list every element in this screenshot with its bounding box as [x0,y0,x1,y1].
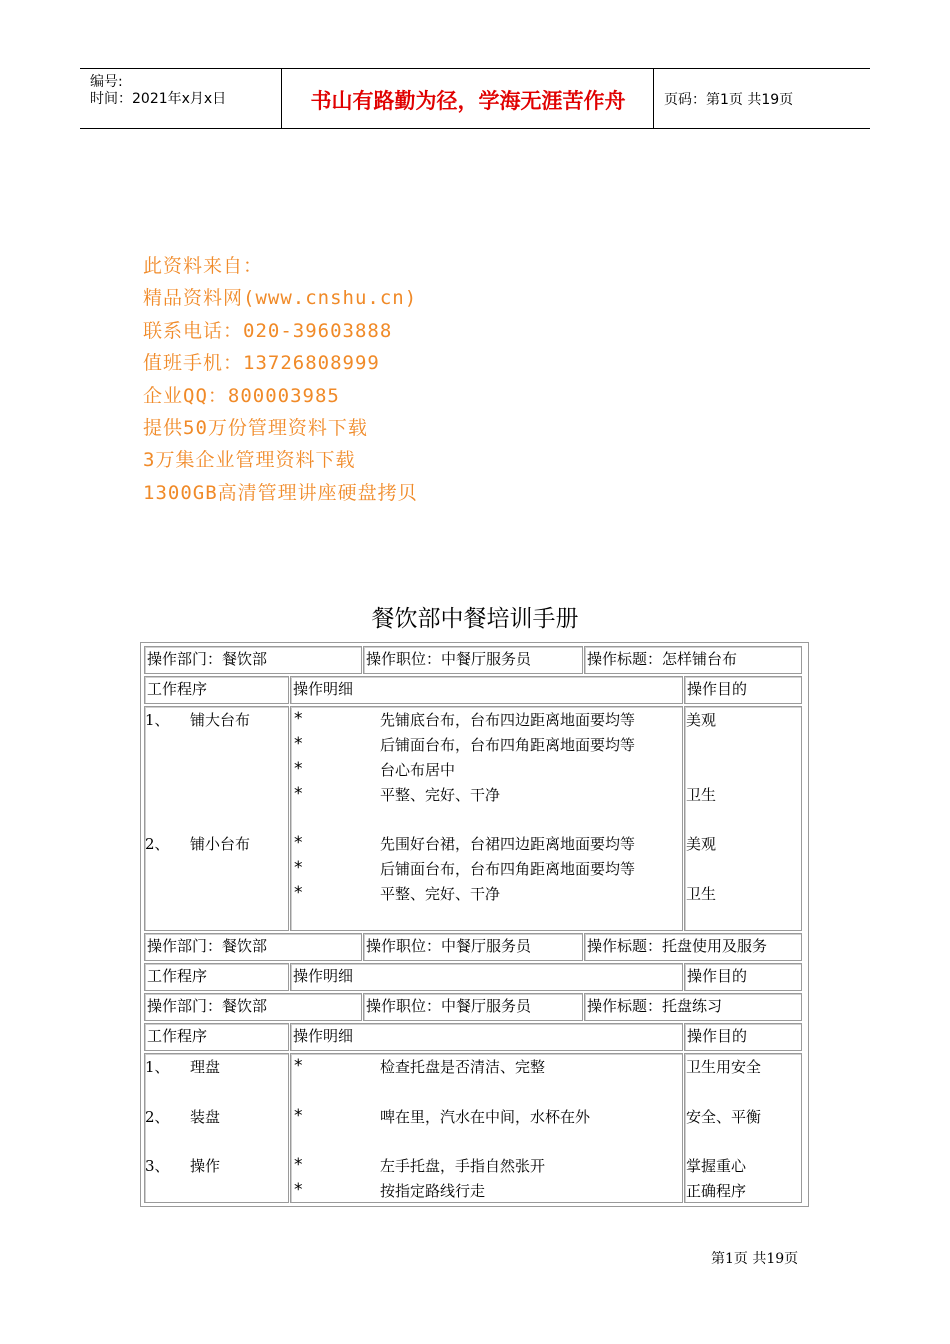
position-cell: 操作职位：中餐厅服务员 [363,933,583,961]
column-header-purpose: 操作目的 [684,676,802,704]
info-line: 企业QQ：800003985 [143,384,340,407]
column-header-procedure: 工作程序 [144,963,289,991]
step-detail: 台心布居中 [380,761,456,779]
step-purpose: 美观 [686,835,717,853]
topic-cell: 操作标题：托盘练习 [584,993,802,1021]
bullet-star: * [294,759,303,779]
step-detail: 啤在里，汽水在中间，水杯在外 [380,1108,591,1126]
bullet-star: * [294,1106,303,1126]
header-meta [80,69,282,128]
step-detail: 按指定路线行走 [380,1182,486,1200]
column-header-detail: 操作明细 [290,963,683,991]
column-header-procedure: 工作程序 [144,676,289,704]
document-title: 餐饮部中餐培训手册 [371,606,579,632]
info-line: 3万集企业管理资料下载 [143,449,356,472]
step-detail: 平整、完好、干净 [380,885,501,903]
step-number: 3、 [145,1157,170,1175]
step-number: 1、 [145,1058,170,1076]
step-purpose: 正确程序 [686,1182,747,1200]
column-header-purpose: 操作目的 [684,1023,802,1051]
position-cell: 操作职位：中餐厅服务员 [363,993,583,1021]
bullet-star: * [294,734,303,754]
step-detail: 先围好台裙，台裙四边距离地面要均等 [380,835,636,853]
info-line: 此资料来自： [143,255,264,277]
step-detail: 先铺底台布，台布四边距离地面要均等 [380,711,636,729]
step-purpose: 卫生 [686,786,717,804]
step-detail: 检查托盘是否清洁、完整 [380,1058,546,1076]
training-table [140,642,809,1207]
bullet-star: * [294,1180,303,1200]
step-purpose: 卫生用安全 [686,1058,762,1076]
step-name: 理盘 [190,1058,221,1076]
source-info [143,250,418,509]
dept-cell: 操作部门：餐饮部 [144,646,362,674]
bullet-star: * [294,858,303,878]
step-detail: 左手托盘，手指自然张开 [380,1157,546,1175]
info-line: 精品资料网(www.cnshu.cn) [143,287,418,310]
step-purpose: 卫生 [686,885,717,903]
column-header-detail: 操作明细 [290,1023,683,1051]
bullet-star: * [294,883,303,903]
step-number: 2、 [145,1108,170,1126]
step-name: 铺大台布 [190,711,251,729]
bullet-star: * [294,1056,303,1076]
document-time: 时间：2021年x月x日 [90,91,227,107]
topic-cell: 操作标题：怎样铺台布 [584,646,802,674]
header-page-number: 页码：第1页 共19页 [664,92,794,108]
page-header [80,68,870,129]
step-name: 铺小台布 [190,835,251,853]
step-purpose: 美观 [686,711,717,729]
bullet-star: * [294,1155,303,1175]
header-slogan-cell [282,69,654,128]
step-purpose: 安全、平衡 [686,1108,762,1126]
step-detail: 平整、完好、干净 [380,786,501,804]
step-detail: 后铺面台布，台布四角距离地面要均等 [380,860,636,878]
header-page-cell [654,69,870,128]
dept-cell: 操作部门：餐饮部 [144,993,362,1021]
dept-cell: 操作部门：餐饮部 [144,933,362,961]
info-line: 提供50万份管理资料下载 [143,417,368,440]
position-cell: 操作职位：中餐厅服务员 [363,646,583,674]
column-header-purpose: 操作目的 [684,963,802,991]
document-number: 编号: [90,74,123,90]
step-detail: 后铺面台布，台布四角距离地面要均等 [380,736,636,754]
step-name: 操作 [190,1157,221,1175]
info-line: 联系电话：020-39603888 [143,319,393,342]
header-slogan: 书山有路勤为径，学海无涯苦作舟 [310,89,626,113]
column-header-detail: 操作明细 [290,676,683,704]
bullet-star: * [294,833,303,853]
step-number: 1、 [145,711,170,729]
column-header-procedure: 工作程序 [144,1023,289,1051]
procedure-cell [144,706,289,931]
info-line: 1300GB高清管理讲座硬盘拷贝 [143,481,418,504]
info-line: 值班手机：13726808999 [143,352,380,375]
topic-cell: 操作标题：托盘使用及服务 [584,933,802,961]
page-footer: 第1页 共19页 [711,1251,799,1267]
step-purpose: 掌握重心 [686,1157,747,1175]
bullet-star: * [294,784,303,804]
step-name: 装盘 [190,1108,221,1126]
step-number: 2、 [145,835,170,853]
bullet-star: * [294,709,303,729]
